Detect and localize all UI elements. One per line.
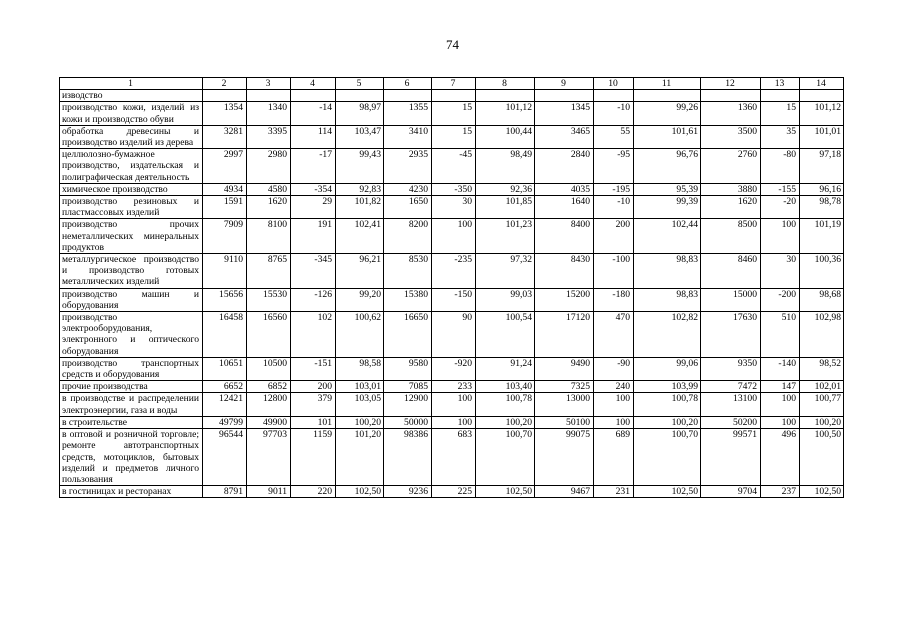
table-row — [60, 416, 844, 428]
table-cell: 15200 — [535, 288, 594, 311]
table-cell: 99,03 — [476, 288, 535, 311]
table-cell: -14 — [291, 102, 336, 125]
table-cell: 9350 — [701, 357, 761, 380]
table-cell: -354 — [291, 183, 336, 195]
table-cell: 29 — [291, 196, 336, 219]
table-cell: 98,78 — [800, 196, 844, 219]
table-cell: 100 — [594, 393, 634, 416]
row-label: металлургическое производство и производство готовых металлических изделий — [60, 254, 203, 289]
table-cell: 100,44 — [476, 125, 535, 148]
table-cell: 8200 — [384, 219, 432, 254]
table-cell: 510 — [761, 312, 800, 358]
table-cell: 98,68 — [800, 288, 844, 311]
table-cell: 7472 — [701, 381, 761, 393]
table-cell: 15 — [432, 125, 476, 148]
table-cell: 50200 — [701, 416, 761, 428]
table-cell: 1620 — [247, 196, 291, 219]
table-cell: 114 — [291, 125, 336, 148]
table-cell: 98,97 — [336, 102, 384, 125]
table-cell: 100 — [594, 416, 634, 428]
table-cell: 103,99 — [634, 381, 701, 393]
column-header: 14 — [800, 78, 844, 90]
table-row — [60, 486, 844, 498]
column-header: 12 — [701, 78, 761, 90]
row-label: в производстве и распределении электроэнергии, газа и воды — [60, 393, 203, 416]
table-cell: 9490 — [535, 357, 594, 380]
table-cell: 98386 — [384, 429, 432, 486]
column-header: 10 — [594, 78, 634, 90]
table-cell: 103,01 — [336, 381, 384, 393]
table-cell: 233 — [432, 381, 476, 393]
row-label: производство электрооборудования, электронного и оптического оборудования — [60, 312, 203, 358]
table-cell: 15656 — [203, 288, 247, 311]
table-cell: 1354 — [203, 102, 247, 125]
table-cell: 101 — [291, 416, 336, 428]
table-cell: 100,20 — [800, 416, 844, 428]
table-cell: 240 — [594, 381, 634, 393]
table-cell: -140 — [761, 357, 800, 380]
table-cell: 1650 — [384, 196, 432, 219]
table-cell: 102,50 — [476, 486, 535, 498]
table-cell: 3880 — [701, 183, 761, 195]
table-cell: 100 — [432, 393, 476, 416]
table-cell: -10 — [594, 102, 634, 125]
table-cell: 97703 — [247, 429, 291, 486]
table-cell: 9236 — [384, 486, 432, 498]
table-cell: -150 — [432, 288, 476, 311]
table-cell: 96,76 — [634, 149, 701, 184]
table-cell: 191 — [291, 219, 336, 254]
table-cell: 100,77 — [800, 393, 844, 416]
table-cell: 470 — [594, 312, 634, 358]
table-cell: 101,12 — [800, 102, 844, 125]
column-header: 13 — [761, 78, 800, 90]
table-cell: 237 — [761, 486, 800, 498]
table-cell: 30 — [761, 254, 800, 289]
table-cell: 100,78 — [634, 393, 701, 416]
table-cell: 6652 — [203, 381, 247, 393]
table-cell: 96,21 — [336, 254, 384, 289]
column-header: 5 — [336, 78, 384, 90]
table-cell: -80 — [761, 149, 800, 184]
table-cell: 99,06 — [634, 357, 701, 380]
table-cell: 96,16 — [800, 183, 844, 195]
table-cell: 30 — [432, 196, 476, 219]
column-header: 2 — [203, 78, 247, 90]
table-cell: 100,54 — [476, 312, 535, 358]
table-row — [60, 125, 844, 148]
table-cell: 102,50 — [800, 486, 844, 498]
table-cell: 379 — [291, 393, 336, 416]
table-cell: 12800 — [247, 393, 291, 416]
table-cell: 98,58 — [336, 357, 384, 380]
table-cell — [594, 90, 634, 102]
table-cell: 683 — [432, 429, 476, 486]
table-cell — [432, 90, 476, 102]
column-header: 4 — [291, 78, 336, 90]
table-cell: 15 — [761, 102, 800, 125]
table-cell: 92,83 — [336, 183, 384, 195]
table-cell: -17 — [291, 149, 336, 184]
table-row — [60, 393, 844, 416]
table-cell: -200 — [761, 288, 800, 311]
table-cell: -20 — [761, 196, 800, 219]
table-cell: 1640 — [535, 196, 594, 219]
table-cell: 9110 — [203, 254, 247, 289]
table-cell: 2760 — [701, 149, 761, 184]
table-row — [60, 102, 844, 125]
table-cell: 49799 — [203, 416, 247, 428]
table-cell: 12421 — [203, 393, 247, 416]
table-cell: -151 — [291, 357, 336, 380]
table-cell: 100 — [761, 393, 800, 416]
table-row — [60, 312, 844, 358]
table-cell — [247, 90, 291, 102]
table-cell: 103,05 — [336, 393, 384, 416]
table-cell: 13100 — [701, 393, 761, 416]
table-cell: 102,50 — [634, 486, 701, 498]
row-label: производство прочих неметаллических минеральных продуктов — [60, 219, 203, 254]
table-cell: 101,85 — [476, 196, 535, 219]
table-cell: 8400 — [535, 219, 594, 254]
table-cell: 9580 — [384, 357, 432, 380]
table-cell: 103,47 — [336, 125, 384, 148]
table-cell: 100,50 — [800, 429, 844, 486]
table-cell: 100,20 — [336, 416, 384, 428]
table-cell: 2980 — [247, 149, 291, 184]
table-cell: 96544 — [203, 429, 247, 486]
row-label: производство резиновых и пластмассовых изделий — [60, 196, 203, 219]
table-cell: 102,41 — [336, 219, 384, 254]
table-cell: 1355 — [384, 102, 432, 125]
table-cell: 102,01 — [800, 381, 844, 393]
table-cell: 100 — [761, 416, 800, 428]
table-cell: 1620 — [701, 196, 761, 219]
table-cell: 98,52 — [800, 357, 844, 380]
table-cell — [203, 90, 247, 102]
table-cell: 15 — [432, 102, 476, 125]
table-cell — [336, 90, 384, 102]
table-cell: 101,20 — [336, 429, 384, 486]
table-cell: 8100 — [247, 219, 291, 254]
column-header: 9 — [535, 78, 594, 90]
table-cell: 100,36 — [800, 254, 844, 289]
table-row — [60, 429, 844, 486]
table-cell: 99075 — [535, 429, 594, 486]
table-cell: -90 — [594, 357, 634, 380]
table-cell: 8765 — [247, 254, 291, 289]
table-body — [60, 90, 844, 498]
table-cell: 95,39 — [634, 183, 701, 195]
table-cell: 15000 — [701, 288, 761, 311]
page-number: 74 — [446, 37, 459, 52]
table-cell: 200 — [291, 381, 336, 393]
table-cell: 8791 — [203, 486, 247, 498]
table-cell: 7325 — [535, 381, 594, 393]
row-label: в оптовой и розничной торговле; ремонте автотранспортных средств, мотоциклов, бытовых изделий и предметов личного пользования — [60, 429, 203, 486]
table-cell: -195 — [594, 183, 634, 195]
table-cell — [384, 90, 432, 102]
table-cell — [701, 90, 761, 102]
row-label: прочие производства — [60, 381, 203, 393]
table-cell — [535, 90, 594, 102]
table-cell: 100,20 — [476, 416, 535, 428]
table-cell: 7085 — [384, 381, 432, 393]
table-cell: 102 — [291, 312, 336, 358]
table-cell: -350 — [432, 183, 476, 195]
table-cell: 12900 — [384, 393, 432, 416]
table-cell: 10651 — [203, 357, 247, 380]
column-header: 1 — [60, 78, 203, 90]
table-cell: -920 — [432, 357, 476, 380]
table-cell: 99,26 — [634, 102, 701, 125]
table-cell: -126 — [291, 288, 336, 311]
table-cell — [800, 90, 844, 102]
table-cell: 1345 — [535, 102, 594, 125]
table-cell: 100 — [761, 219, 800, 254]
table-cell: 4035 — [535, 183, 594, 195]
table-cell: -235 — [432, 254, 476, 289]
table-cell: 7909 — [203, 219, 247, 254]
table-cell: 98,49 — [476, 149, 535, 184]
table-cell: -95 — [594, 149, 634, 184]
header-row — [60, 78, 844, 90]
table-row — [60, 381, 844, 393]
table-cell: 101,23 — [476, 219, 535, 254]
table-row — [60, 183, 844, 195]
table-cell: -180 — [594, 288, 634, 311]
table-cell: 9467 — [535, 486, 594, 498]
row-label: в строительстве — [60, 416, 203, 428]
table-cell: 2935 — [384, 149, 432, 184]
row-label: целлюлозно-бумажное производство, издательская и полиграфическая деятельность — [60, 149, 203, 184]
table-cell: 6852 — [247, 381, 291, 393]
table-row — [60, 357, 844, 380]
table-cell: 496 — [761, 429, 800, 486]
row-label: производство транспортных средств и оборудования — [60, 357, 203, 380]
table-cell: 100,70 — [476, 429, 535, 486]
table-row — [60, 288, 844, 311]
table-cell: 3465 — [535, 125, 594, 148]
table-cell: 100 — [432, 219, 476, 254]
table-cell: 8430 — [535, 254, 594, 289]
table-cell: 99,43 — [336, 149, 384, 184]
statistics-table — [59, 77, 844, 498]
table-cell: 101,82 — [336, 196, 384, 219]
table-cell: 200 — [594, 219, 634, 254]
table-cell: 4934 — [203, 183, 247, 195]
table-cell: 8530 — [384, 254, 432, 289]
table-cell: 15530 — [247, 288, 291, 311]
table-cell: 97,18 — [800, 149, 844, 184]
table-cell: 101,01 — [800, 125, 844, 148]
table-cell: 91,24 — [476, 357, 535, 380]
table-cell: 10500 — [247, 357, 291, 380]
table-cell: 3281 — [203, 125, 247, 148]
table-cell: 101,61 — [634, 125, 701, 148]
table-cell: 98,83 — [634, 254, 701, 289]
table-cell — [476, 90, 535, 102]
table-row — [60, 196, 844, 219]
row-label: производство кожи, изделий из кожи и производство обуви — [60, 102, 203, 125]
table-cell: 35 — [761, 125, 800, 148]
table-cell: 102,82 — [634, 312, 701, 358]
table-cell: 15380 — [384, 288, 432, 311]
table-cell: 3410 — [384, 125, 432, 148]
table-cell: 1340 — [247, 102, 291, 125]
column-header: 7 — [432, 78, 476, 90]
table-row — [60, 90, 844, 102]
table-cell: 100,20 — [634, 416, 701, 428]
table-cell: 50000 — [384, 416, 432, 428]
table-cell: 99,39 — [634, 196, 701, 219]
column-header: 8 — [476, 78, 535, 90]
table-cell: 2997 — [203, 149, 247, 184]
table-cell: 50100 — [535, 416, 594, 428]
table-cell: -10 — [594, 196, 634, 219]
table-cell: 3395 — [247, 125, 291, 148]
table-cell: 100,70 — [634, 429, 701, 486]
column-header: 3 — [247, 78, 291, 90]
table-cell — [634, 90, 701, 102]
table-cell: -100 — [594, 254, 634, 289]
table-cell: 8460 — [701, 254, 761, 289]
column-header: 11 — [634, 78, 701, 90]
table-cell: 147 — [761, 381, 800, 393]
table-cell: 16650 — [384, 312, 432, 358]
table-cell: 16560 — [247, 312, 291, 358]
table-cell: 55 — [594, 125, 634, 148]
table-cell: 1360 — [701, 102, 761, 125]
row-label: в гостиницах и ресторанах — [60, 486, 203, 498]
row-label: изводство — [60, 90, 203, 102]
table-cell: 16458 — [203, 312, 247, 358]
row-label: обработка древесины и производство изделий из дерева — [60, 125, 203, 148]
table-cell: 99,20 — [336, 288, 384, 311]
table-cell: 3500 — [701, 125, 761, 148]
column-header: 6 — [384, 78, 432, 90]
table-cell: -45 — [432, 149, 476, 184]
table-cell: 8500 — [701, 219, 761, 254]
table-cell: 103,40 — [476, 381, 535, 393]
table-cell: 49900 — [247, 416, 291, 428]
table-row — [60, 149, 844, 184]
table-row — [60, 254, 844, 289]
table-cell: 98,83 — [634, 288, 701, 311]
table-cell: 99571 — [701, 429, 761, 486]
table-cell: 13000 — [535, 393, 594, 416]
table-cell — [291, 90, 336, 102]
table-cell: 9011 — [247, 486, 291, 498]
table-cell: 4580 — [247, 183, 291, 195]
table-cell: 101,19 — [800, 219, 844, 254]
table-cell — [761, 90, 800, 102]
table-cell: 97,32 — [476, 254, 535, 289]
table-cell: 2840 — [535, 149, 594, 184]
table-row — [60, 219, 844, 254]
table-cell: 100,78 — [476, 393, 535, 416]
table-cell: 231 — [594, 486, 634, 498]
table-cell: 101,12 — [476, 102, 535, 125]
table-cell: 100,62 — [336, 312, 384, 358]
table-cell: 102,98 — [800, 312, 844, 358]
table-cell: 17120 — [535, 312, 594, 358]
row-label: производство машин и оборудования — [60, 288, 203, 311]
table-cell: 1159 — [291, 429, 336, 486]
row-label: химическое производство — [60, 183, 203, 195]
table-cell: 90 — [432, 312, 476, 358]
table-cell: 9704 — [701, 486, 761, 498]
table-cell: 1591 — [203, 196, 247, 219]
table-cell: 220 — [291, 486, 336, 498]
table-cell: 102,44 — [634, 219, 701, 254]
table-cell: 92,36 — [476, 183, 535, 195]
table-cell: 100 — [432, 416, 476, 428]
table-cell: -155 — [761, 183, 800, 195]
table-cell: 225 — [432, 486, 476, 498]
table-cell: 4230 — [384, 183, 432, 195]
table-cell: 17630 — [701, 312, 761, 358]
table-cell: 689 — [594, 429, 634, 486]
table-cell: 102,50 — [336, 486, 384, 498]
table-cell: -345 — [291, 254, 336, 289]
